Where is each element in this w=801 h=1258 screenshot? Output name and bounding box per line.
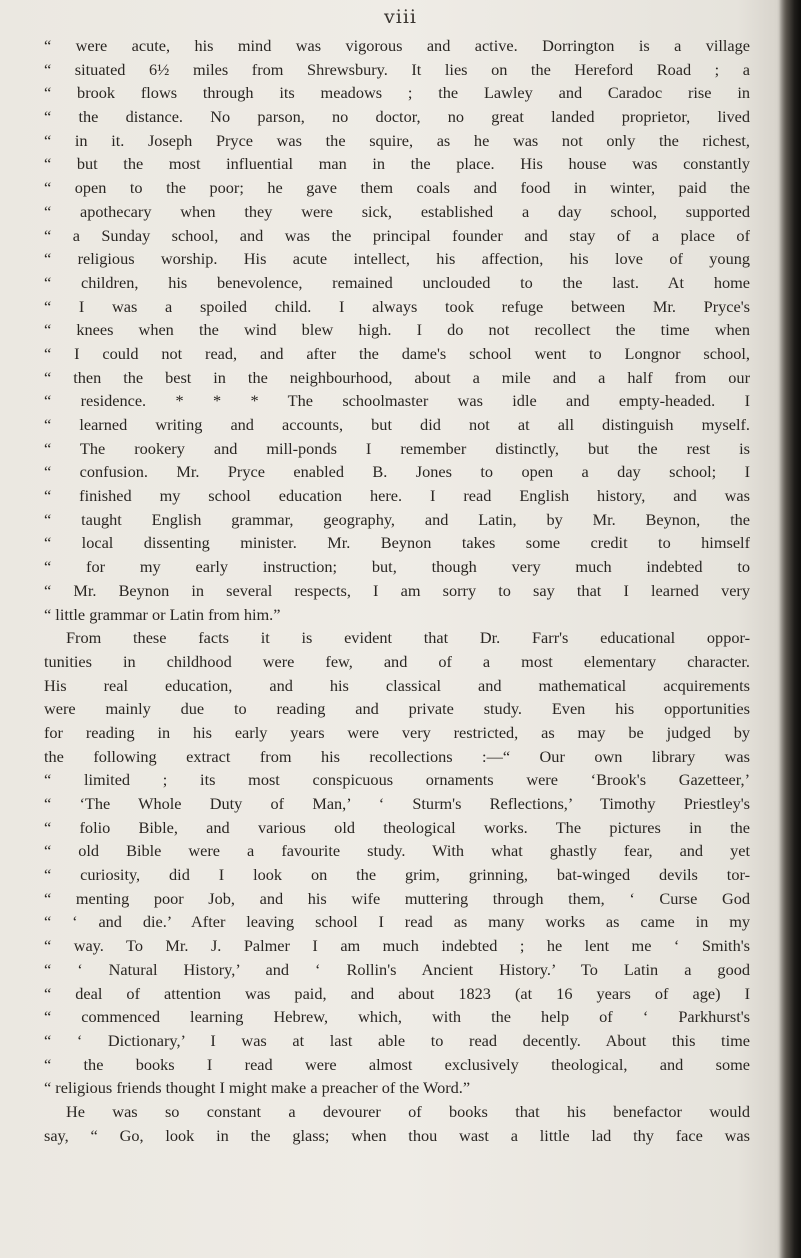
- text-line: “ children, his benevolence, remained unclouded to the last. At home: [44, 272, 750, 292]
- body-text: [44, 34, 750, 1147]
- text-line: “ Mr. Beynon in several respects, I am sorry to say that I learned very: [44, 580, 750, 600]
- text-line: “ situated 6½ miles from Shrewsbury. It lies on the Hereford Road ; a: [44, 59, 750, 79]
- text-line: “ apothecary when they were sick, established a day school, supported: [44, 201, 750, 221]
- text-line: “ folio Bible, and various old theological works. The pictures in the: [44, 817, 750, 837]
- text-line: “ ‘ Natural History,’ and ‘ Rollin's Ancient History.’ To Latin a good: [44, 959, 750, 979]
- text-line: “ deal of attention was paid, and about 1823 (at 16 years of age) I: [44, 983, 750, 1003]
- text-line: “ the distance. No parson, no doctor, no great landed proprietor, lived: [44, 107, 750, 127]
- text-line: “ religious friends thought I might make a preacher of the Word.”: [44, 1078, 471, 1098]
- text-line: “ commenced learning Hebrew, which, with the help of ‘ Parkhurst's: [44, 1007, 750, 1027]
- text-line: “ I was a spoiled child. I always took refuge between Mr. Pryce's: [44, 296, 750, 316]
- book-gutter-edge: [779, 0, 801, 1258]
- text-line: “ the books I read were almost exclusively theological, and some: [44, 1054, 750, 1074]
- text-line: “ open to the poor; he gave them coals and food in winter, paid the: [44, 178, 750, 198]
- text-line: “ brook flows through its meadows ; the Lawley and Caradoc rise in: [44, 83, 750, 103]
- text-line: “ a Sunday school, and was the principal founder and stay of a place of: [44, 225, 750, 245]
- text-line: “ for my early instruction; but, though very much indebted to: [44, 557, 750, 577]
- text-line: say, “ Go, look in the glass; when thou wast a little lad thy face was: [44, 1125, 750, 1145]
- text-line: His real education, and his classical and mathematical acquirements: [44, 675, 750, 695]
- text-line: “ curiosity, did I look on the grim, grinning, bat-winged devils tor-: [44, 865, 750, 885]
- text-line: “ menting poor Job, and his wife muttering through them, ‘ Curse God: [44, 888, 750, 908]
- text-line: were mainly due to reading and private study. Even his opportunities: [44, 699, 750, 719]
- text-line: “ knees when the wind blew high. I do not recollect the time when: [44, 320, 750, 340]
- text-line: tunities in childhood were few, and of a most elementary character.: [44, 651, 750, 671]
- text-line: for reading in his early years were very restricted, as may be judged by: [44, 722, 750, 742]
- text-line: “ then the best in the neighbourhood, about a mile and a half from our: [44, 367, 750, 387]
- text-line: “ limited ; its most conspicuous ornaments were ‘Brook's Gazetteer,’: [44, 770, 750, 790]
- text-line: “ residence. * * * The schoolmaster was idle and empty-headed. I: [44, 391, 750, 411]
- text-line: “ old Bible were a favourite study. With what ghastly fear, and yet: [44, 841, 750, 861]
- page-number: viii: [384, 6, 417, 28]
- text-line: “ ‘The Whole Duty of Man,’ ‘ Sturm's Reflections,’ Timothy Priestley's: [44, 794, 750, 813]
- text-line: “ finished my school education here. I read English history, and was: [44, 486, 750, 506]
- text-line: “ ‘ and die.’ After leaving school I read as many works as came in my: [44, 912, 750, 932]
- text-line: “ little grammar or Latin from him.”: [44, 604, 281, 624]
- text-line: “ confusion. Mr. Pryce enabled B. Jones to open a day school; I: [44, 462, 750, 482]
- text-line: “ The rookery and mill-ponds I remember distinctly, but the rest is: [44, 438, 750, 458]
- text-line: “ way. To Mr. J. Palmer I am much indebted ; he lent me ‘ Smith's: [44, 936, 750, 956]
- text-line: He was so constant a devourer of books that his benefactor would: [66, 1101, 750, 1121]
- text-line: the following extract from his recollections :—“ Our own library was: [44, 746, 750, 766]
- text-line: “ I could not read, and after the dame's school went to Longnor school,: [44, 343, 750, 363]
- text-line: “ taught English grammar, geography, and Latin, by Mr. Beynon, the: [44, 509, 750, 529]
- text-line: “ in it. Joseph Pryce was the squire, as he was not only the richest,: [44, 130, 750, 150]
- text-line: From these facts it is evident that Dr. Farr's educational oppor-: [66, 628, 750, 648]
- text-line: “ religious worship. His acute intellect, his affection, his love of young: [44, 249, 750, 269]
- text-line: “ learned writing and accounts, but did not at all distinguish myself.: [44, 415, 750, 434]
- text-line: “ local dissenting minister. Mr. Beynon takes some credit to himself: [44, 533, 750, 553]
- text-line: “ but the most influential man in the place. His house was constantly: [44, 154, 750, 174]
- text-line: “ ‘ Dictionary,’ I was at last able to read decently. About this time: [44, 1030, 750, 1050]
- text-line: “ were acute, his mind was vigorous and active. Dorrington is a village: [44, 36, 750, 55]
